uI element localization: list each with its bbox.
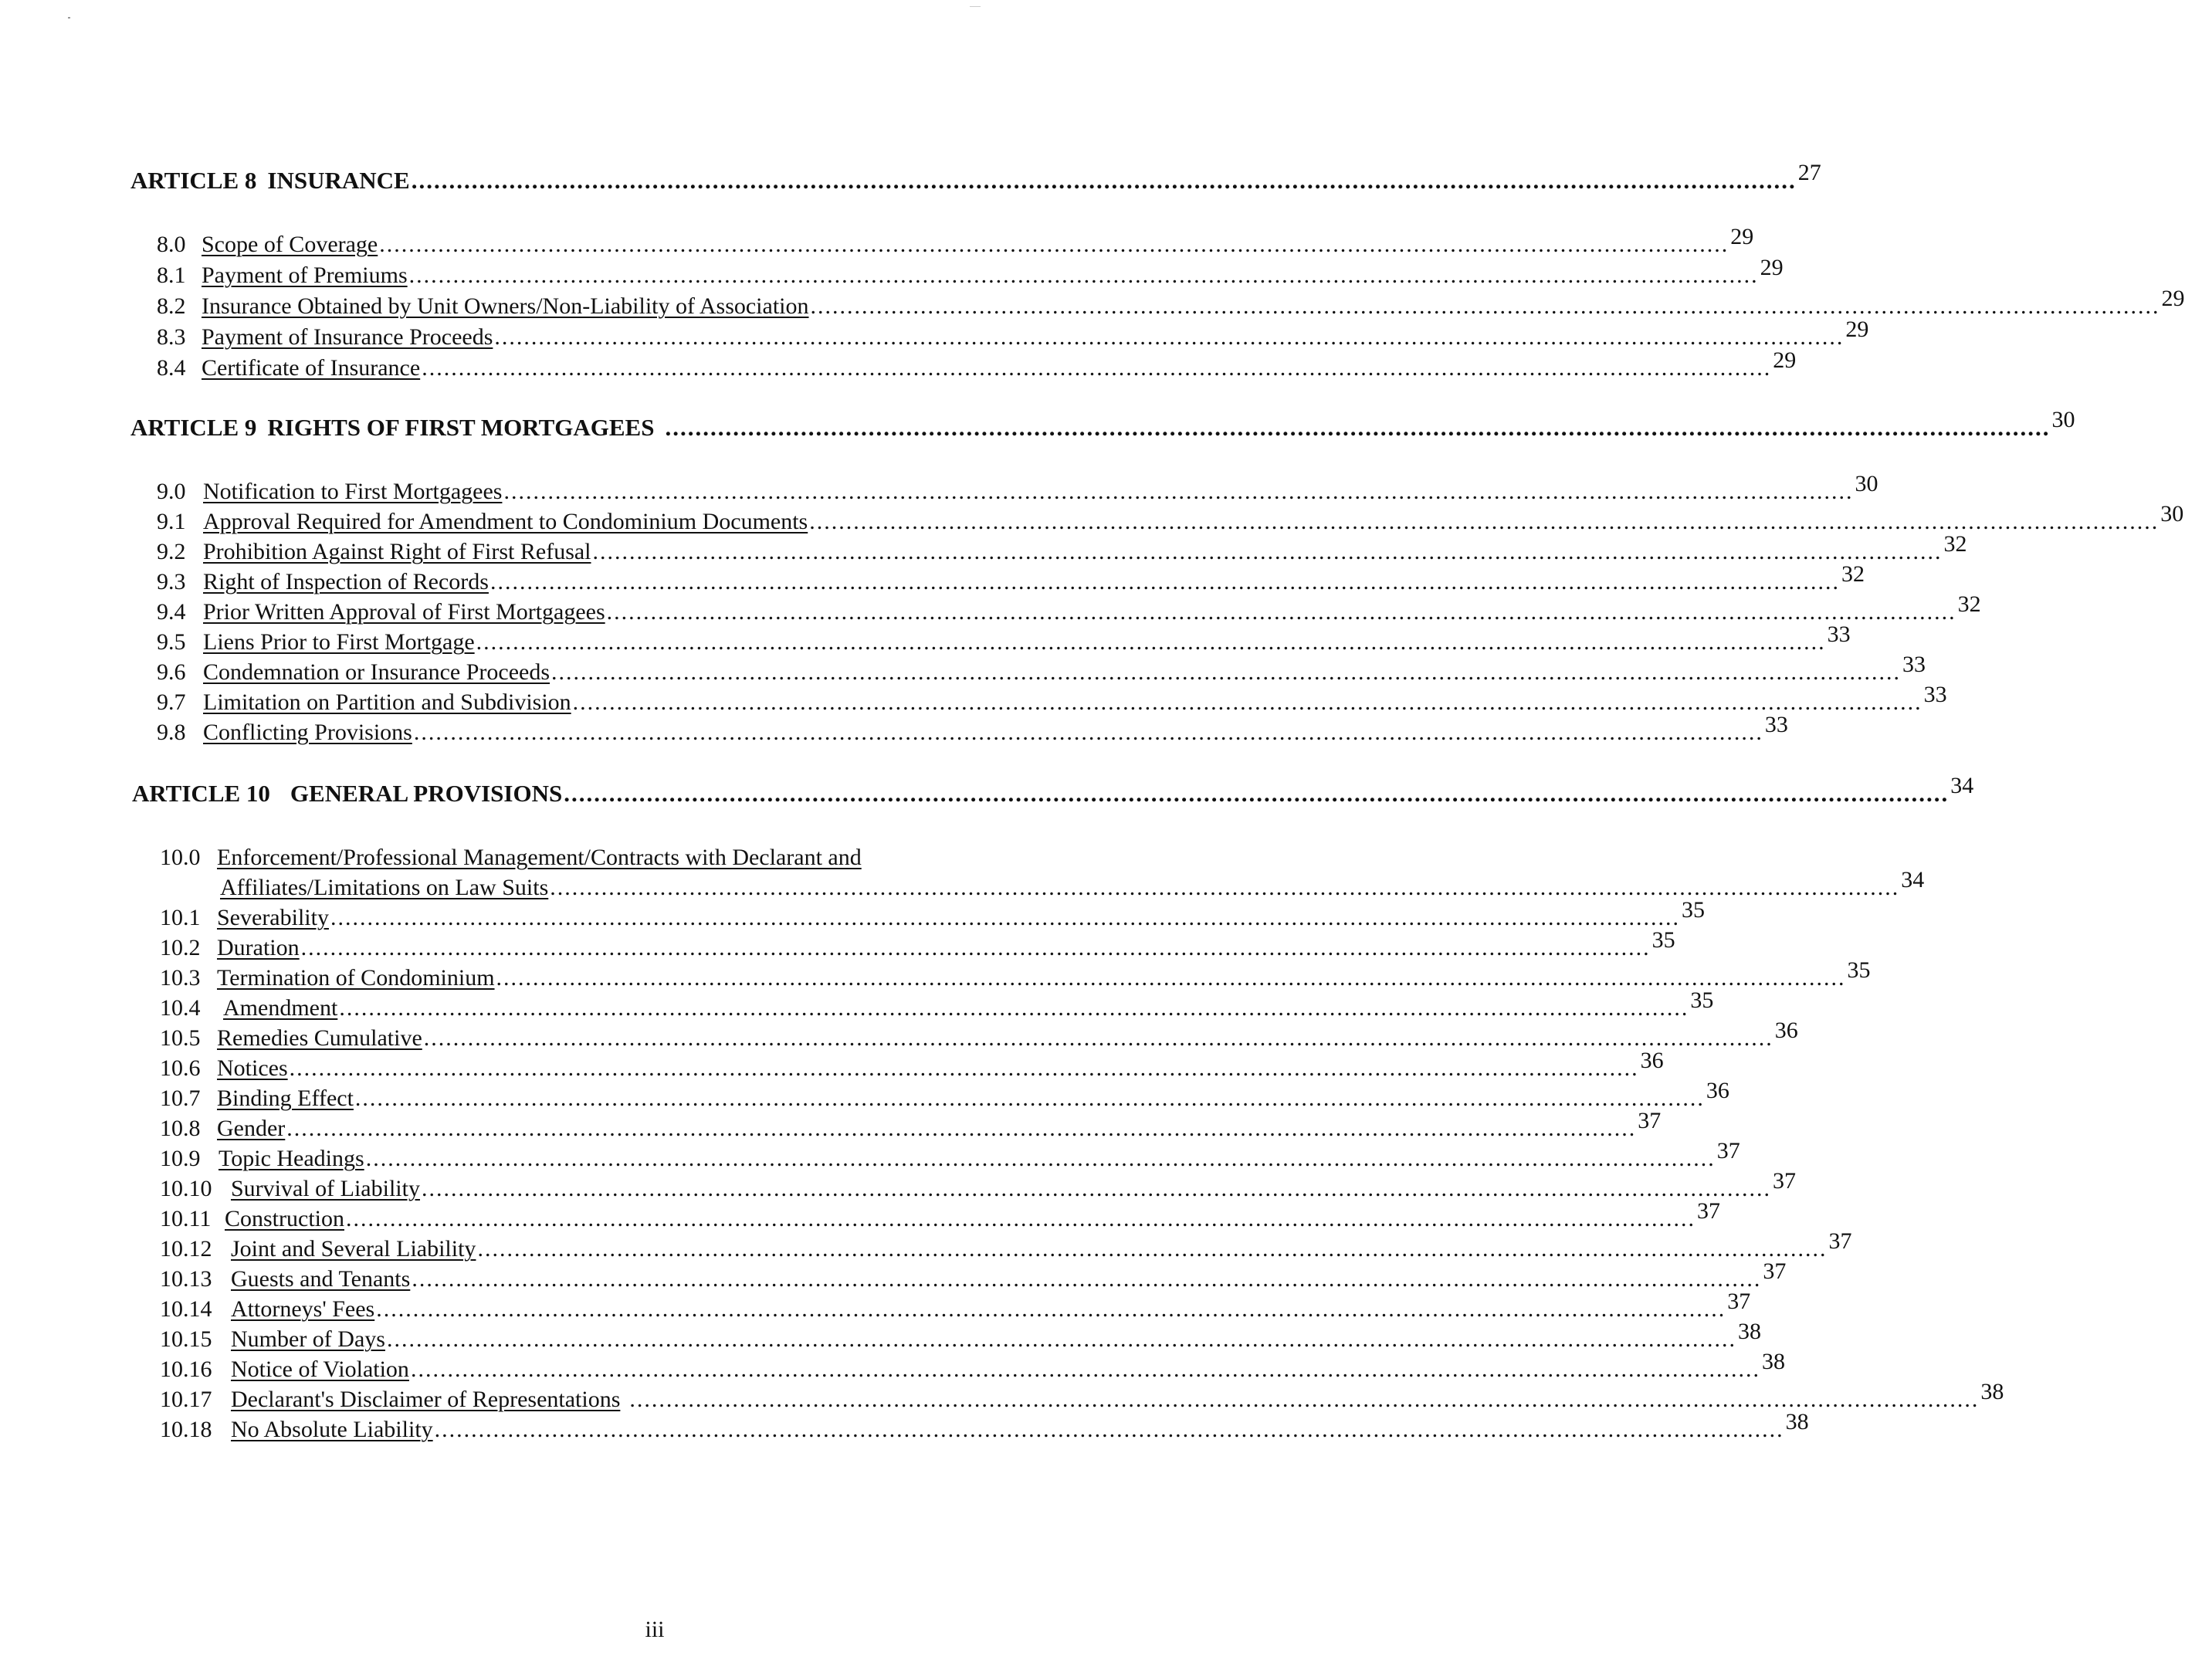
toc-section-8-1[interactable] xyxy=(157,255,1784,290)
section-number: 10.9 xyxy=(160,1146,201,1171)
dot-leader: ........................................................................................................................................................................................ xyxy=(330,905,1680,930)
dot-leader: ........................................................................................................................................................................................ xyxy=(410,1357,1760,1382)
toc-article-8[interactable] xyxy=(130,160,1821,196)
dot-leader: ........................................................................................................................................................................................ xyxy=(422,355,1772,381)
page-reference: 38 xyxy=(1737,1319,1761,1344)
section-number: 10.11 xyxy=(160,1206,212,1231)
dot-leader: ........................................................................................................................................................................................ xyxy=(413,720,1763,745)
dot-leader: ........................................................................................................................................................................................ xyxy=(494,324,1845,350)
article-number: ARTICLE 8 xyxy=(130,167,257,194)
section-number: 8.4 xyxy=(157,355,186,381)
dot-leader: ........................................................................................................................................................................................ xyxy=(376,1296,1726,1322)
dot-leader: ........................................................................................................................................................................................ xyxy=(423,1025,1773,1051)
section-number: 10.14 xyxy=(160,1296,212,1322)
toc-section-9-1[interactable] xyxy=(157,501,2184,537)
dot-leader: ........................................................................................................................................................................................ xyxy=(551,659,1902,685)
toc-article-10[interactable] xyxy=(132,773,1974,809)
toc-section-10-15[interactable] xyxy=(160,1319,1761,1354)
section-title-link[interactable]: Severability xyxy=(217,905,329,930)
toc-section-10-7[interactable] xyxy=(160,1078,1729,1113)
toc-section-10-9[interactable] xyxy=(160,1138,1740,1174)
section-number: 9.3 xyxy=(157,569,186,594)
section-number: 10.18 xyxy=(160,1417,212,1442)
page-reference: 37 xyxy=(1638,1108,1662,1133)
section-title-link[interactable]: Limitation on Partition and Subdivision xyxy=(203,689,571,715)
section-number: 8.0 xyxy=(157,232,186,257)
dot-leader: ........................................................................................................................................................................................ xyxy=(606,599,1956,625)
dot-leader: ........................................................................................................................................................................................ xyxy=(339,995,1689,1021)
dot-leader: ........................................................................................................................................................................................ xyxy=(503,479,1854,504)
scan-speck xyxy=(68,17,70,19)
dot-leader: ........................................................................................................................................................................................ xyxy=(386,1326,1736,1352)
page-reference: 38 xyxy=(1980,1379,2004,1404)
page-reference: 38 xyxy=(1761,1349,1785,1374)
toc-section-9-4[interactable] xyxy=(157,591,1981,627)
dot-leader: ........................................................................................................................................................................................ xyxy=(408,262,1759,288)
toc-section-9-8[interactable] xyxy=(157,712,1788,747)
section-title-link[interactable]: Remedies Cumulative xyxy=(217,1025,422,1051)
section-number: 9.2 xyxy=(157,539,186,564)
page-reference: 29 xyxy=(1760,255,1784,280)
toc-section-9-7[interactable] xyxy=(157,682,1947,717)
section-number: 10.15 xyxy=(160,1326,212,1352)
toc-section-10-13[interactable] xyxy=(160,1258,1787,1294)
toc-section-10-6[interactable] xyxy=(160,1048,1664,1083)
dot-leader: ........................................................................................................................................................................................ xyxy=(592,539,1943,564)
toc-section-10-17[interactable] xyxy=(160,1379,2004,1414)
page-reference: 36 xyxy=(1774,1018,1798,1043)
page-reference: 37 xyxy=(1772,1168,1796,1194)
page-reference: 33 xyxy=(1764,712,1788,737)
dot-leader: ........................................................................................................................................................................................ xyxy=(300,935,1651,960)
section-title-link[interactable]: Duration xyxy=(217,935,300,960)
section-number: 10.0 xyxy=(160,845,201,870)
toc-section-9-5[interactable] xyxy=(157,622,1851,657)
dot-leader: ........................................................................................................................................................................................ xyxy=(411,167,1797,194)
section-title-link[interactable]: Payment of Insurance Proceeds xyxy=(202,324,493,350)
section-number: 10.8 xyxy=(160,1116,201,1141)
section-number: 10.16 xyxy=(160,1357,212,1382)
page-reference: 36 xyxy=(1640,1048,1664,1073)
section-title-link[interactable]: Condemnation or Insurance Proceeds xyxy=(203,659,550,685)
section-title-link[interactable]: Guests and Tenants xyxy=(231,1266,411,1292)
section-title-link[interactable]: Approval Required for Amendment to Condominium Documents xyxy=(203,509,808,534)
toc-section-10-16[interactable] xyxy=(160,1349,1785,1384)
toc-article-9[interactable] xyxy=(130,407,2075,443)
section-title-link[interactable]: Declarant's Disclaimer of Representations xyxy=(231,1387,621,1412)
section-number: 10.1 xyxy=(160,905,201,930)
article-number: ARTICLE 9 xyxy=(130,414,257,441)
section-title-link[interactable]: Attorneys' Fees xyxy=(231,1296,375,1322)
dot-leader: ........................................................................................................................................................................................ xyxy=(809,509,2160,534)
page-reference: 35 xyxy=(1847,957,1871,983)
dot-leader: ........................................................................................................................................................................................ xyxy=(665,414,2051,441)
page-reference: 35 xyxy=(1651,927,1675,953)
page-reference: 34 xyxy=(1950,773,1974,798)
page-reference: 33 xyxy=(1902,652,1926,677)
dot-leader: ........................................................................................................................................................................................ xyxy=(286,1116,1637,1141)
toc-section-9-6[interactable] xyxy=(157,652,1926,687)
page-reference: 33 xyxy=(1827,622,1851,647)
dot-leader: ........................................................................................................................................................................................ xyxy=(354,1086,1705,1111)
section-title-link[interactable]: Right of Inspection of Records xyxy=(203,569,489,594)
section-number: 9.4 xyxy=(157,599,186,625)
section-title-link[interactable]: Scope of Coverage xyxy=(202,232,378,257)
section-title-link[interactable]: Joint and Several Liability xyxy=(231,1236,476,1262)
dot-leader: ........................................................................................................................................................................................ xyxy=(572,689,1922,715)
page-reference: 34 xyxy=(1901,867,1925,892)
dot-leader: ........................................................................................................................................................................................ xyxy=(476,629,1826,655)
toc-section-10-18[interactable] xyxy=(160,1409,1809,1445)
section-number: 10.2 xyxy=(160,935,201,960)
page-reference: 37 xyxy=(1697,1198,1720,1224)
dot-leader: ........................................................................................................................................................................................ xyxy=(346,1206,1695,1231)
toc-section-10-14[interactable] xyxy=(160,1289,1751,1324)
page-reference: 29 xyxy=(1773,347,1797,373)
page-reference: 32 xyxy=(1957,591,1981,617)
section-number: 10.12 xyxy=(160,1236,212,1262)
section-number: 10.13 xyxy=(160,1266,212,1292)
section-title-link[interactable]: Insurance Obtained by Unit Owners/Non-Liability of Association xyxy=(202,293,809,319)
section-number: 9.7 xyxy=(157,689,186,715)
section-title-link[interactable]: Liens Prior to First Mortgage xyxy=(203,629,475,655)
section-number: 8.2 xyxy=(157,293,186,319)
dot-leader: ........................................................................................................................................................................................ xyxy=(810,293,2160,319)
toc-section-10-1[interactable] xyxy=(160,897,1705,933)
section-title-link[interactable]: Construction xyxy=(225,1206,344,1231)
dot-leader: ........................................................................................................................................................................................ xyxy=(365,1146,1716,1171)
section-title-link[interactable]: Gender xyxy=(217,1116,286,1141)
page-reference: 38 xyxy=(1785,1409,1809,1434)
section-number: 9.6 xyxy=(157,659,186,685)
dot-leader: ........................................................................................................................................................................................ xyxy=(421,1176,1771,1201)
section-number: 10.5 xyxy=(160,1025,201,1051)
dot-leader: ........................................................................................................................................................................................ xyxy=(289,1055,1639,1081)
page-reference: 29 xyxy=(2161,286,2185,311)
section-title-link[interactable]: Notification to First Mortgagees xyxy=(203,479,503,504)
page-reference: 37 xyxy=(1727,1289,1751,1314)
section-title-link[interactable]: Binding Effect xyxy=(217,1086,354,1111)
section-title-link[interactable]: No Absolute Liability xyxy=(231,1417,433,1442)
section-number: 8.3 xyxy=(157,324,186,350)
section-title-link[interactable]: Notice of Violation xyxy=(231,1357,409,1382)
page-reference: 29 xyxy=(1845,317,1869,342)
article-title: INSURANCE xyxy=(267,167,410,194)
toc-section-8-2[interactable] xyxy=(157,286,2185,321)
page-reference: 37 xyxy=(1763,1258,1787,1284)
toc-section-10-3[interactable] xyxy=(160,957,1871,993)
toc-section-10-11[interactable] xyxy=(160,1198,1720,1234)
page-reference: 35 xyxy=(1690,987,1714,1013)
page-reference: 29 xyxy=(1730,224,1754,249)
section-number: 10.7 xyxy=(160,1086,201,1111)
page-number: iii xyxy=(645,1617,665,1642)
section-title-link[interactable]: Amendment xyxy=(223,995,338,1021)
page-reference: 37 xyxy=(1716,1138,1740,1163)
page-reference: 33 xyxy=(1923,682,1947,707)
page-reference: 32 xyxy=(1943,531,1967,557)
article-number: ARTICLE 10 xyxy=(132,780,270,807)
section-title-link[interactable]: Termination of Condominium xyxy=(217,965,495,991)
section-number: 9.0 xyxy=(157,479,186,504)
toc-section-10-5[interactable] xyxy=(160,1018,1798,1053)
page-reference: 35 xyxy=(1681,897,1705,923)
toc-section-10-10[interactable] xyxy=(160,1168,1796,1204)
dot-leader: ........................................................................................................................................................................................ xyxy=(477,1236,1828,1262)
section-title-link[interactable]: Notices xyxy=(217,1055,288,1081)
section-title-continuation-link[interactable]: Affiliates/Limitations on Law Suits xyxy=(220,875,549,900)
section-title-link[interactable]: Number of Days xyxy=(231,1326,385,1352)
dot-leader: ........................................................................................................................................................................................ xyxy=(434,1417,1784,1442)
section-number: 8.1 xyxy=(157,262,186,288)
page-reference: 37 xyxy=(1828,1228,1852,1254)
dot-leader: ........................................................................................................................................................................................ xyxy=(379,232,1729,257)
dot-leader: ........................................................................................................................................................................................ xyxy=(496,965,1846,991)
section-number: 10.10 xyxy=(160,1176,212,1201)
page-reference: 27 xyxy=(1797,160,1821,185)
toc-section-8-0[interactable] xyxy=(157,224,1754,259)
toc-section-9-3[interactable] xyxy=(157,561,1865,597)
section-title-link[interactable]: Prior Written Approval of First Mortgagees xyxy=(203,599,605,625)
toc-section-9-0[interactable] xyxy=(157,471,1878,506)
page-reference: 30 xyxy=(2160,501,2184,527)
section-number: 10.3 xyxy=(160,965,201,991)
toc-section-10-8[interactable] xyxy=(160,1108,1662,1143)
toc-section-10-2[interactable] xyxy=(160,927,1675,963)
dot-leader: ........................................................................................................................................................................................ xyxy=(564,780,1950,807)
page-reference: 30 xyxy=(1855,471,1878,496)
section-title-link[interactable]: Enforcement/Professional Management/Contracts with Declarant and xyxy=(217,845,862,870)
page-reference: 32 xyxy=(1841,561,1865,587)
section-number: 10.17 xyxy=(160,1387,212,1412)
toc-section-10-0-line1[interactable] xyxy=(160,843,1137,872)
section-title-link[interactable]: Survival of Liability xyxy=(231,1176,420,1201)
section-number: 10.4 xyxy=(160,995,201,1021)
page-reference: 30 xyxy=(2051,407,2075,432)
toc-section-8-3[interactable] xyxy=(157,317,1869,352)
section-number: 9.8 xyxy=(157,720,186,745)
article-title: GENERAL PROVISIONS xyxy=(290,780,563,807)
scan-speck xyxy=(970,6,981,7)
toc-section-9-2[interactable] xyxy=(157,531,1967,567)
page-reference: 36 xyxy=(1706,1078,1729,1103)
section-title-link[interactable]: Prohibition Against Right of First Refusal xyxy=(203,539,591,564)
toc-section-10-0-line2[interactable] xyxy=(220,867,1925,903)
article-title: RIGHTS OF FIRST MORTGAGEES xyxy=(267,414,655,441)
dot-leader: ........................................................................................................................................................................................ xyxy=(412,1266,1762,1292)
dot-leader: ........................................................................................................................................................................................ xyxy=(629,1387,1980,1412)
section-number: 9.1 xyxy=(157,509,186,534)
dot-leader: ........................................................................................................................................................................................ xyxy=(490,569,1840,594)
dot-leader: ........................................................................................................................................................................................ xyxy=(550,875,1900,900)
section-number: 9.5 xyxy=(157,629,186,655)
toc-section-8-4[interactable] xyxy=(157,347,1797,383)
toc-section-10-12[interactable] xyxy=(160,1228,1852,1264)
section-title-link[interactable]: Certificate of Insurance xyxy=(202,355,421,381)
section-title-link[interactable]: Topic Headings xyxy=(218,1146,364,1171)
section-title-link[interactable]: Payment of Premiums xyxy=(202,262,408,288)
section-title-link[interactable]: Conflicting Provisions xyxy=(203,720,412,745)
toc-section-10-4[interactable] xyxy=(160,987,1714,1023)
section-number: 10.6 xyxy=(160,1055,201,1081)
